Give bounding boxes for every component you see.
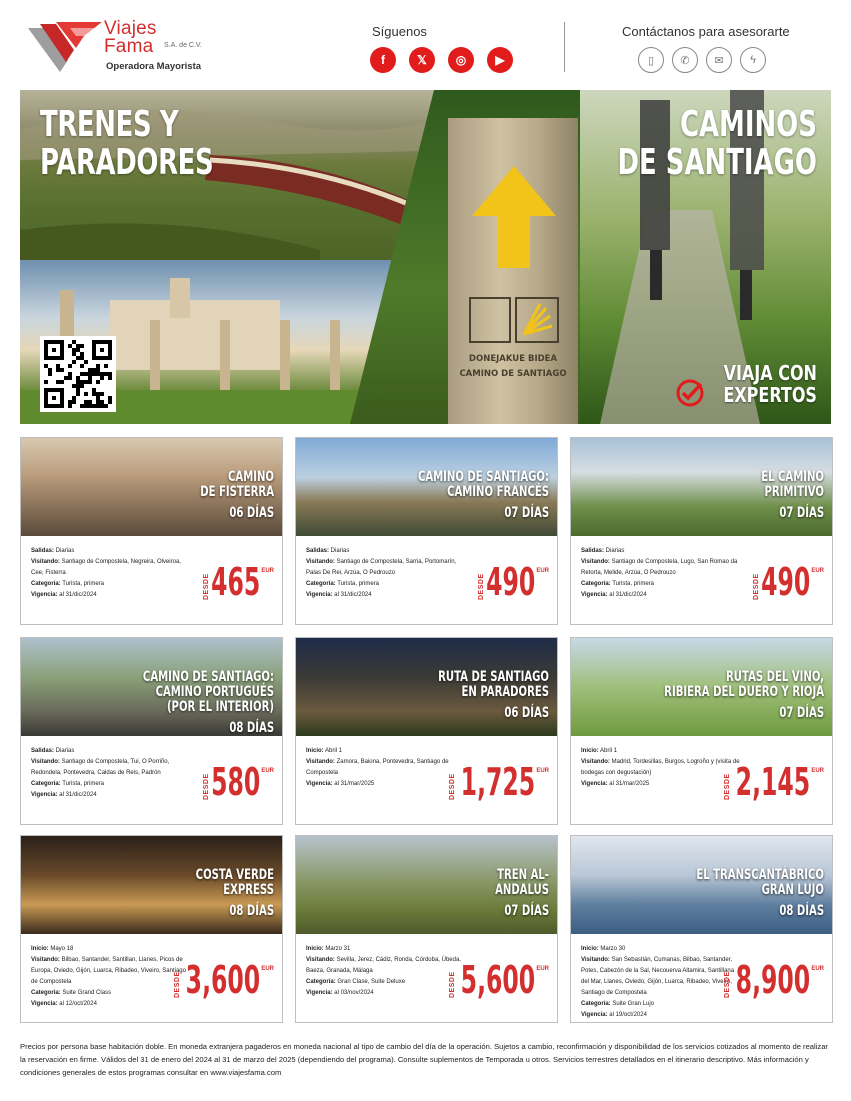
tour-card-detail-row <box>581 579 741 590</box>
detail-value: al 19/oct/2024 <box>607 1012 647 1018</box>
detail-key: Visitando: <box>31 957 60 963</box>
tour-card[interactable] <box>570 835 833 1023</box>
tour-card-title-line: GRAN LUJO <box>761 882 824 898</box>
tour-card[interactable] <box>295 637 558 825</box>
tour-card-title-line: EN PARADORES <box>461 684 549 700</box>
tour-card-detail-row <box>31 590 191 601</box>
tour-card-detail-row <box>31 988 191 999</box>
tour-card-price <box>449 958 549 1008</box>
detail-key: Visitando: <box>31 759 60 765</box>
price-value: 490 <box>485 560 535 604</box>
tour-card-price <box>449 760 549 810</box>
detail-key: Visitando: <box>306 559 335 565</box>
detail-key: Categoría: <box>31 781 61 787</box>
tour-card-detail-row <box>306 590 466 601</box>
tour-card-detail-row <box>31 790 191 801</box>
tour-card-detail-row <box>306 779 466 790</box>
currency-label: EUR <box>811 966 824 972</box>
tour-card-details <box>31 944 191 1010</box>
detail-key: Visitando: <box>581 759 610 765</box>
desde-label: DESDE <box>449 971 456 998</box>
tour-card-detail-row <box>581 779 741 790</box>
detail-value: Marzo 31 <box>323 946 351 952</box>
tour-card-days: 07 DÍAS <box>504 505 549 521</box>
tour-card-detail-row <box>306 977 466 988</box>
currency-label: EUR <box>536 768 549 774</box>
desde-label: DESDE <box>174 971 181 998</box>
tour-card-detail-row <box>31 999 191 1010</box>
youtube-icon[interactable]: ▶ <box>487 47 513 73</box>
detail-key: Visitando: <box>31 559 60 565</box>
tour-card-detail-row <box>581 557 741 579</box>
detail-value: al 31/dic/2024 <box>57 592 97 598</box>
tour-card-days: 08 DÍAS <box>779 903 824 919</box>
tour-card-details <box>581 746 741 790</box>
viaja-con-expertos-badge <box>723 362 817 406</box>
detail-value: Gran Clase, Suite Deluxe <box>335 979 406 985</box>
badge-line2: EXPERTOS <box>723 383 817 407</box>
tour-card-title-line: RUTAS DEL VINO, <box>726 669 824 685</box>
tour-card-days: 07 DÍAS <box>504 903 549 919</box>
tour-card-price <box>174 760 274 810</box>
tour-card-detail-row <box>306 579 466 590</box>
detail-key: Visitando: <box>581 957 610 963</box>
tour-card-days: 08 DÍAS <box>229 720 274 736</box>
tour-card-details <box>31 746 191 801</box>
tour-card-title-line: COSTA VERDE <box>195 867 274 883</box>
check-badge-icon <box>675 378 705 408</box>
tour-card-title-line: DE FISTERRA <box>200 484 274 500</box>
tour-card-price <box>724 958 824 1008</box>
hero-banner <box>20 90 831 424</box>
contact-title: Contáctanos para asesorarte <box>622 24 790 39</box>
tour-card-detail-row <box>31 955 191 988</box>
price-value: 490 <box>760 560 810 604</box>
detail-key: Vigencia: <box>31 792 58 798</box>
detail-value: Sevilla, Jerez, Cádiz, Ronda, Córdoba, Úbeda, Baeza, Granada, Málaga <box>306 957 461 974</box>
tour-card-title-line: CAMINO DE SANTIAGO: <box>417 469 549 485</box>
detail-value: al 31/mar/2025 <box>607 781 650 787</box>
currency-label: EUR <box>261 966 274 972</box>
detail-key: Inicio: <box>581 946 599 952</box>
tour-card[interactable] <box>20 637 283 825</box>
tour-card-title-line: CAMINO PORTUGUÉS <box>155 684 274 700</box>
detail-key: Visitando: <box>306 759 335 765</box>
detail-value: Diarias <box>604 548 625 554</box>
tour-card-price <box>449 560 549 610</box>
detail-value: Marzo 30 <box>598 946 626 952</box>
detail-key: Vigencia: <box>581 1012 608 1018</box>
price-value: 1,725 <box>460 760 535 804</box>
tour-card-detail-row <box>581 590 741 601</box>
tour-card-title-line: (POR EL INTERIOR) <box>166 699 274 715</box>
tour-card-days: 07 DÍAS <box>779 505 824 521</box>
price-value: 8,900 <box>735 958 810 1002</box>
phone-icon[interactable]: ▯ <box>638 47 664 73</box>
tour-card-detail-row <box>31 557 191 579</box>
tour-card-title <box>58 868 274 898</box>
detail-value: al 31/dic/2024 <box>607 592 647 598</box>
detail-value: al 31/dic/2024 <box>57 792 97 798</box>
detail-key: Visitando: <box>306 957 335 963</box>
detail-value: Turista, primera <box>335 581 380 587</box>
tour-card-detail-row <box>306 746 466 757</box>
detail-key: Vigencia: <box>31 1001 58 1007</box>
brand-name-line1: Viajes <box>104 18 157 39</box>
tour-card-title <box>333 868 549 898</box>
viajes-fama-logo[interactable] <box>26 18 216 78</box>
tour-card-details <box>581 546 741 601</box>
tour-card-detail-row <box>306 944 466 955</box>
detail-value: Diarias <box>54 748 75 754</box>
tour-card-details <box>31 546 191 601</box>
tour-card-title-line: ANDALUS <box>495 882 549 898</box>
tour-card-days: 06 DÍAS <box>229 505 274 521</box>
tour-card-detail-row <box>581 1010 741 1021</box>
hero-title-caminos-line1: CAMINOS <box>680 104 817 145</box>
social-title: Síguenos <box>372 24 427 39</box>
detail-value: Abril 1 <box>598 748 618 754</box>
desde-label: DESDE <box>753 573 760 600</box>
detail-key: Categoría: <box>581 1001 611 1007</box>
brand-name-line2: Fama <box>104 36 154 57</box>
detail-key: Categoría: <box>306 979 336 985</box>
whatsapp-icon[interactable]: ✆ <box>672 47 698 73</box>
detail-value: al 31/dic/2024 <box>332 592 372 598</box>
hero-title-trenes-line2: PARADORES <box>40 142 214 183</box>
tour-card-title-line: CAMINO FRANCÉS <box>447 484 549 500</box>
tour-card-detail-row <box>31 757 191 779</box>
detail-value: Santiago de Compostela, Tui, O Porriño, Redondela, Pontevedra, Caldas de Reis, Padrón <box>31 759 170 776</box>
detail-key: Vigencia: <box>306 990 333 996</box>
detail-key: Inicio: <box>306 748 324 754</box>
desde-label: DESDE <box>449 773 456 800</box>
detail-key: Inicio: <box>306 946 324 952</box>
brand-name <box>104 20 157 56</box>
tour-card-price <box>724 560 824 610</box>
waymark-text <box>454 352 572 382</box>
hero-title-caminos <box>618 106 817 182</box>
tour-card-details <box>306 944 466 999</box>
detail-key: Vigencia: <box>31 592 58 598</box>
currency-label: EUR <box>536 568 549 574</box>
tour-card-detail-row <box>306 557 466 579</box>
tour-card-detail-row <box>581 757 741 779</box>
desde-label: DESDE <box>724 971 731 998</box>
tour-card-days: 08 DÍAS <box>229 903 274 919</box>
price-value: 5,600 <box>460 958 535 1002</box>
currency-label: EUR <box>811 568 824 574</box>
tour-card[interactable] <box>295 437 558 625</box>
price-value: 3,600 <box>185 958 260 1002</box>
detail-key: Visitando: <box>581 559 610 565</box>
detail-key: Inicio: <box>31 946 49 952</box>
tour-card-detail-row <box>31 579 191 590</box>
price-value: 2,145 <box>735 760 810 804</box>
detail-key: Categoría: <box>581 581 611 587</box>
logo-mark-icon <box>26 18 106 74</box>
detail-value: Santiago de Compostela, Negreira, Olveiroa, Cee, Fisterra <box>31 559 181 576</box>
tour-card[interactable] <box>570 637 833 825</box>
contact-section <box>622 24 822 73</box>
detail-value: Zamora, Baiona, Pontevedra, Santiago de Compostela <box>306 759 449 776</box>
price-value: 580 <box>210 760 260 804</box>
detail-key: Vigencia: <box>306 781 333 787</box>
social-section <box>370 24 530 73</box>
contact-icons <box>638 47 822 73</box>
desde-label: DESDE <box>203 773 210 800</box>
tour-card-title-line: EL TRANSCANTÁBRICO <box>696 867 824 883</box>
waymark-text-line2: CAMINO DE SANTIAGO <box>459 369 567 379</box>
detail-value: Suite Gran Lujo <box>610 1001 655 1007</box>
tour-card-detail-row <box>581 999 741 1010</box>
detail-value: al 12/oct/2024 <box>57 1001 97 1007</box>
tour-card-title <box>608 868 824 898</box>
detail-key: Salidas: <box>581 548 605 554</box>
currency-label: EUR <box>261 768 274 774</box>
tour-card-title <box>608 470 824 500</box>
tour-card-title-line: RIBIERA DEL DUERO Y RIOJA <box>664 684 824 700</box>
instagram-icon[interactable]: ◎ <box>448 47 474 73</box>
detail-value: Abril 1 <box>323 748 343 754</box>
tour-card-title <box>58 470 274 500</box>
detail-value: Santiago de Compostela, Lugo, San Romao da Retorta, Melide, Arzúa, O Pedrouzo <box>581 559 738 576</box>
camino-waymark-post-image <box>448 118 578 424</box>
tour-card[interactable] <box>295 835 558 1023</box>
currency-label: EUR <box>536 966 549 972</box>
footer-disclaimer: Precios por persona base habitación doble. En moneda extranjera pagaderos en moneda nacional al tipo de cambio del día de la operación. Sujetos a cambio, reconfirmación y disponibilidad de los servicios cotizados al momento de realizar la reservación en firme. Válidos del 31 de enero del 2024 al 31 de marzo del 2025 (dependiendo del programa). Consulte suplementos de Temporada u otros. Servicios terrestres detallados en el itinerario descriptivo. Más información y condiciones generales de estos programas consultar en www.viajesfama.com <box>20 1042 828 1077</box>
detail-key: Salidas: <box>306 548 330 554</box>
tour-card-title <box>58 670 274 715</box>
tour-card-detail-row <box>31 779 191 790</box>
tour-card-detail-row <box>31 944 191 955</box>
detail-value: Suite Grand Class <box>60 990 112 996</box>
detail-value: al 31/mar/2025 <box>332 781 375 787</box>
tour-card-title-line: RUTA DE SANTIAGO <box>438 669 549 685</box>
brand-tagline: Operadora Mayorista <box>106 61 202 72</box>
tour-card-price <box>174 958 274 1008</box>
tour-card[interactable] <box>20 835 283 1023</box>
tour-card-title-line: PRIMITIVO <box>764 484 824 500</box>
detail-value: Turista, primera <box>60 581 105 587</box>
tour-card-days: 06 DÍAS <box>504 705 549 721</box>
detail-key: Inicio: <box>581 748 599 754</box>
tour-card-price <box>724 760 824 810</box>
tour-card-detail-row <box>306 757 466 779</box>
tour-card-days: 07 DÍAS <box>779 705 824 721</box>
detail-key: Categoría: <box>31 990 61 996</box>
tour-card-title-line: TREN AL- <box>497 867 549 883</box>
detail-key: Vigencia: <box>306 592 333 598</box>
tour-card-details <box>581 944 741 1021</box>
tour-card-detail-row <box>581 944 741 955</box>
email-icon[interactable]: ✉ <box>706 47 732 73</box>
x-icon[interactable]: 𝕏 <box>409 47 435 73</box>
detail-value: al 03/nov/2024 <box>332 990 374 996</box>
tour-card-detail-row <box>31 746 191 757</box>
detail-value: Bilbao, Santander, Santillan, Llanes, Picos de Europa, Oviedo, Gijón, Luarca, Ribadeo, Viveiro, Santiago de Compostela <box>31 957 186 985</box>
tour-card-detail-row <box>581 955 741 999</box>
qr-code[interactable] <box>40 336 116 412</box>
tour-card[interactable] <box>570 437 833 625</box>
waymark-text-line1: DONEJAKUE BIDEA <box>468 354 558 364</box>
detail-value: Diarias <box>329 548 350 554</box>
desde-label: DESDE <box>724 773 731 800</box>
tour-card-detail-row <box>31 546 191 557</box>
facebook-icon[interactable]: f <box>370 47 396 73</box>
hero-title-caminos-line2: DE SANTIAGO <box>617 142 817 183</box>
tour-card-details <box>306 746 466 790</box>
brand-legal: S.A. de C.V. <box>164 42 202 49</box>
badge-line1: VIAJA CON <box>723 361 817 385</box>
currency-label: EUR <box>261 568 274 574</box>
tour-card-title-line: EXPRESS <box>223 882 274 898</box>
tour-card-title <box>333 670 549 700</box>
detail-key: Vigencia: <box>581 592 608 598</box>
tour-card-title <box>333 470 549 500</box>
detail-value: Turista, primera <box>60 781 105 787</box>
tour-card-title <box>608 670 824 700</box>
detail-value: Diarias <box>54 548 75 554</box>
desde-label: DESDE <box>203 573 210 600</box>
tour-card-detail-row <box>581 746 741 757</box>
tour-card[interactable] <box>20 437 283 625</box>
detail-value: Turista, primera <box>610 581 655 587</box>
tour-card-title-line: CAMINO DE SANTIAGO: <box>142 669 274 685</box>
tour-card-detail-row <box>306 546 466 557</box>
detail-key: Categoría: <box>31 581 61 587</box>
social-icons <box>370 47 530 73</box>
header <box>0 0 851 88</box>
tour-card-title-line: CAMINO <box>228 469 274 485</box>
detail-value: Santiago de Compostela, Sarria, Portomarín, Palas De Rei, Arzúa, O Pedrouzo <box>306 559 457 576</box>
detail-key: Salidas: <box>31 548 55 554</box>
hero-title-trenes-line1: TRENES Y <box>40 104 179 145</box>
detail-value: Mayo 18 <box>48 946 74 952</box>
tour-card-title-line: EL CAMINO <box>761 469 824 485</box>
tour-card-detail-row <box>306 988 466 999</box>
tour-card-price <box>174 560 274 610</box>
detail-key: Salidas: <box>31 748 55 754</box>
tour-card-detail-row <box>581 546 741 557</box>
detail-value: Madrid, Tordesillas, Burgos, Logroño y (visita de bodegas con degustación) <box>581 759 740 776</box>
tour-card-detail-row <box>306 955 466 977</box>
hero-title-trenes <box>40 106 213 182</box>
tour-card-details <box>306 546 466 601</box>
currency-label: EUR <box>811 768 824 774</box>
detail-key: Vigencia: <box>581 781 608 787</box>
desde-label: DESDE <box>478 573 485 600</box>
detail-key: Categoría: <box>306 581 336 587</box>
detail-value: San Sebastián, Cumanas, Bilbao, Santander, Potes, Cabezón de la Sal, Necouerva Altamira, Santillana del Mar, Llanes, Oviedo, Gijón, Luarca, Ribadeo, Viveiro, Santiago de Compostela <box>581 957 735 996</box>
messenger-icon[interactable]: ϟ <box>740 47 766 73</box>
header-divider <box>564 22 565 72</box>
price-value: 465 <box>210 560 260 604</box>
